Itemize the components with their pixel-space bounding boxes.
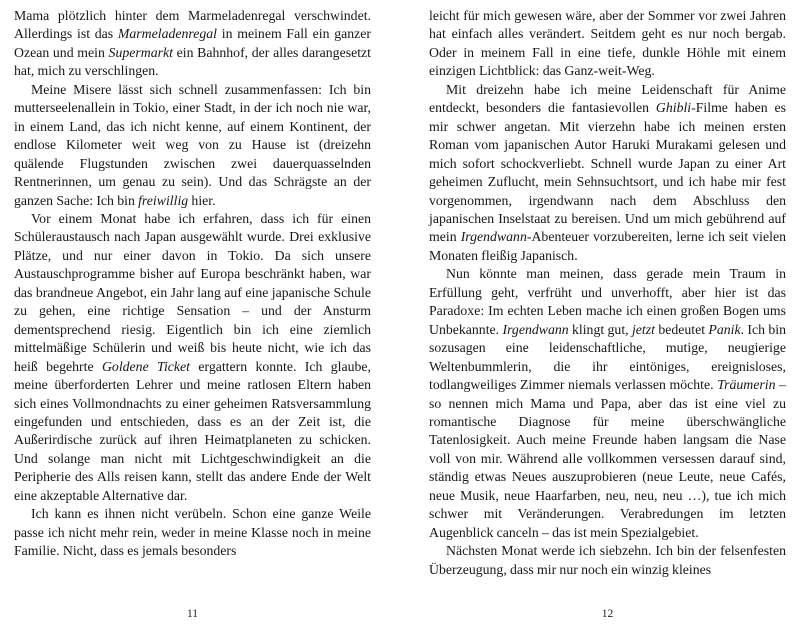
text-segment: leicht für mich gewesen wäre, aber der Sommer vor zwei Jahren hat einfach alles verändert. Seitdem geht es nur noch bergab. Oder in meinem Fall in eine tiefe, dunkle Höhle mit einem einzigen Lichtblick: das Ganz-weit-Weg. <box>429 8 786 79</box>
italic-text-segment: Panik <box>708 321 741 337</box>
italic-text-segment: Supermarkt <box>108 44 173 60</box>
text-segment: bedeutet <box>654 321 709 337</box>
text-segment: – so nennen mich Mama und Papa, aber das ist eine viel zu romantische Diagnose für meine überschwängliche Tatenlosigkeit. Auch meine Freunde haben langsam die Nase voll von mir. Während alle vollkommen versessen darauf sind, ständig etwas Neues auszuprobieren (neue Leute, neue Cafés, neue Musik, neue Haarfarben, neu, neu, neu …), tue ich mich schwer mit Veränderungen. Verabredungen im letzten Augenblick canceln – das ist mein Spezialgebiet. <box>429 377 786 540</box>
text-segment: ein Bahnhof, der alles darangesetzt hat, mich zu verschlingen. <box>14 44 371 79</box>
text-segment: in meinem Fall ein ganzer Ozean und mein <box>14 26 371 60</box>
text-segment: Mama plötzlich hinter dem Marmeladenregal verschwindet. Allerdings ist das <box>14 8 371 42</box>
paragraph <box>429 265 786 542</box>
text-segment: Meine Misere lässt sich schnell zusammenfassen: Ich bin mutterseelenallein in Tokio, einer Stadt, in der ich noch nie war, in einem Land, das ich nicht kenne, auf einem Kontinent, der endlose Kilometer weit weg von zu Hause ist (dreizehn quälende Flugstunden zwischen zwei dauerquasselnden Rentnerinnen, um genau zu sein). Und das Schrägste an der ganzen Sache: Ich bin <box>14 81 371 208</box>
text-segment: hier. <box>188 192 216 208</box>
text-segment: Mit dreizehn habe ich meine Leidenschaft für Anime entdeckt, besonders die fantasievollen <box>429 81 786 116</box>
paragraph <box>14 210 371 505</box>
page-right <box>429 7 786 628</box>
italic-text-segment: Träumerin <box>717 377 776 393</box>
page-right-number: 12 <box>601 608 614 620</box>
text-segment: ergattern konnte. Ich glaube, meine überforderten Lehrer und meine ratlosen Eltern haben sich eines Vollmondnachts zu einer geheimen Ratsversammlung eingefunden und entschieden, dass es an der Zeit ist, die Außerirdische zurück auf ihren Heimatplaneten zu schicken. Und solange man nicht mit Lichtgeschwindigkeit an die Peripherie des Alls reisen kann, stellt das andere Ende der Welt eine akzeptable Alternative dar. <box>14 358 371 503</box>
paragraph <box>14 81 371 210</box>
italic-text-segment: Irgendwann <box>502 321 569 337</box>
text-segment: Ich kann es ihnen nicht verübeln. Schon eine ganze Weile passe ich nicht mehr rein, weder in meine Klasse noch in meine Familie. Nicht, dass es jemals besonders <box>14 506 371 559</box>
text-segment: -Filme haben es mir schwer angetan. Mit vierzehn habe ich meinen ersten Roman vom japanischen Autor Haruki Murakami gelesen und mich sofort schockverliebt. Schnell wurde Japan zu einer Art geheimen Zuflucht, mein Sehnsuchtsort, und ich habe mir fest vorgenommen, irgendwann nach dem Abschluss den japanischen Inselstaat zu bereisen. Und um mich gebührend auf mein <box>429 100 786 245</box>
paragraph <box>429 542 786 579</box>
paragraph <box>429 7 786 81</box>
text-segment: klingt gut, <box>568 321 632 337</box>
italic-text-segment: Marmeladenregal <box>117 26 218 42</box>
italic-text-segment: Goldene Ticket <box>101 358 190 374</box>
page-left <box>14 7 371 628</box>
italic-text-segment: Ghibli <box>655 100 692 116</box>
paragraph <box>429 81 786 266</box>
italic-text-segment: jetzt <box>631 321 655 337</box>
text-segment: . Ich bin sozusagen eine leidenschaftliche, mutige, neugierige Weltenbummlerin, die ihr eintöniges, ereignisloses, todlangweiliges Zimmer niemals verlassen möchte. <box>429 321 786 393</box>
page-right-text <box>429 7 786 579</box>
text-segment: Nun könnte man meinen, dass gerade mein Traum in Erfüllung geht, verfrüht und unverhofft, aber hier ist das Paradoxe: Im echten Leben mache ich einen großen Bogen ums Unbekannte. <box>429 266 786 337</box>
paragraph <box>14 7 371 81</box>
text-segment: Vor einem Monat habe ich erfahren, dass ich für einen Schüleraustausch nach Japan ausgewählt wurde. Drei exklusive Plätze, und nur einer davon in Tokio. Da sich unsere Austauschprogramme bisher auf Europa beschränkt haben, war das brandneue Angebot, ein Jahr lang auf eine japanische Schule zu gehen, eine richtige Sensation – und der Ansturm dementsprechend riesig. Eigentlich bin ich eine ziemlich mittelmäßige Schülerin und weiß bis heute nicht, wie ich das heiß begehrte <box>14 210 371 374</box>
italic-text-segment: freiwillig <box>138 192 189 208</box>
italic-text-segment: Irgendwann <box>460 229 527 245</box>
page-left-number: 11 <box>186 608 199 620</box>
page-left-text <box>14 7 371 561</box>
text-segment: Nächsten Monat werde ich siebzehn. Ich bin der felsenfesten Überzeugung, dass mir nur noch ein winzig kleines <box>429 543 786 577</box>
text-segment: -Abenteuer vorzubereiten, lerne ich seit vielen Monaten fleißig Japanisch. <box>429 229 786 263</box>
paragraph <box>14 505 371 560</box>
